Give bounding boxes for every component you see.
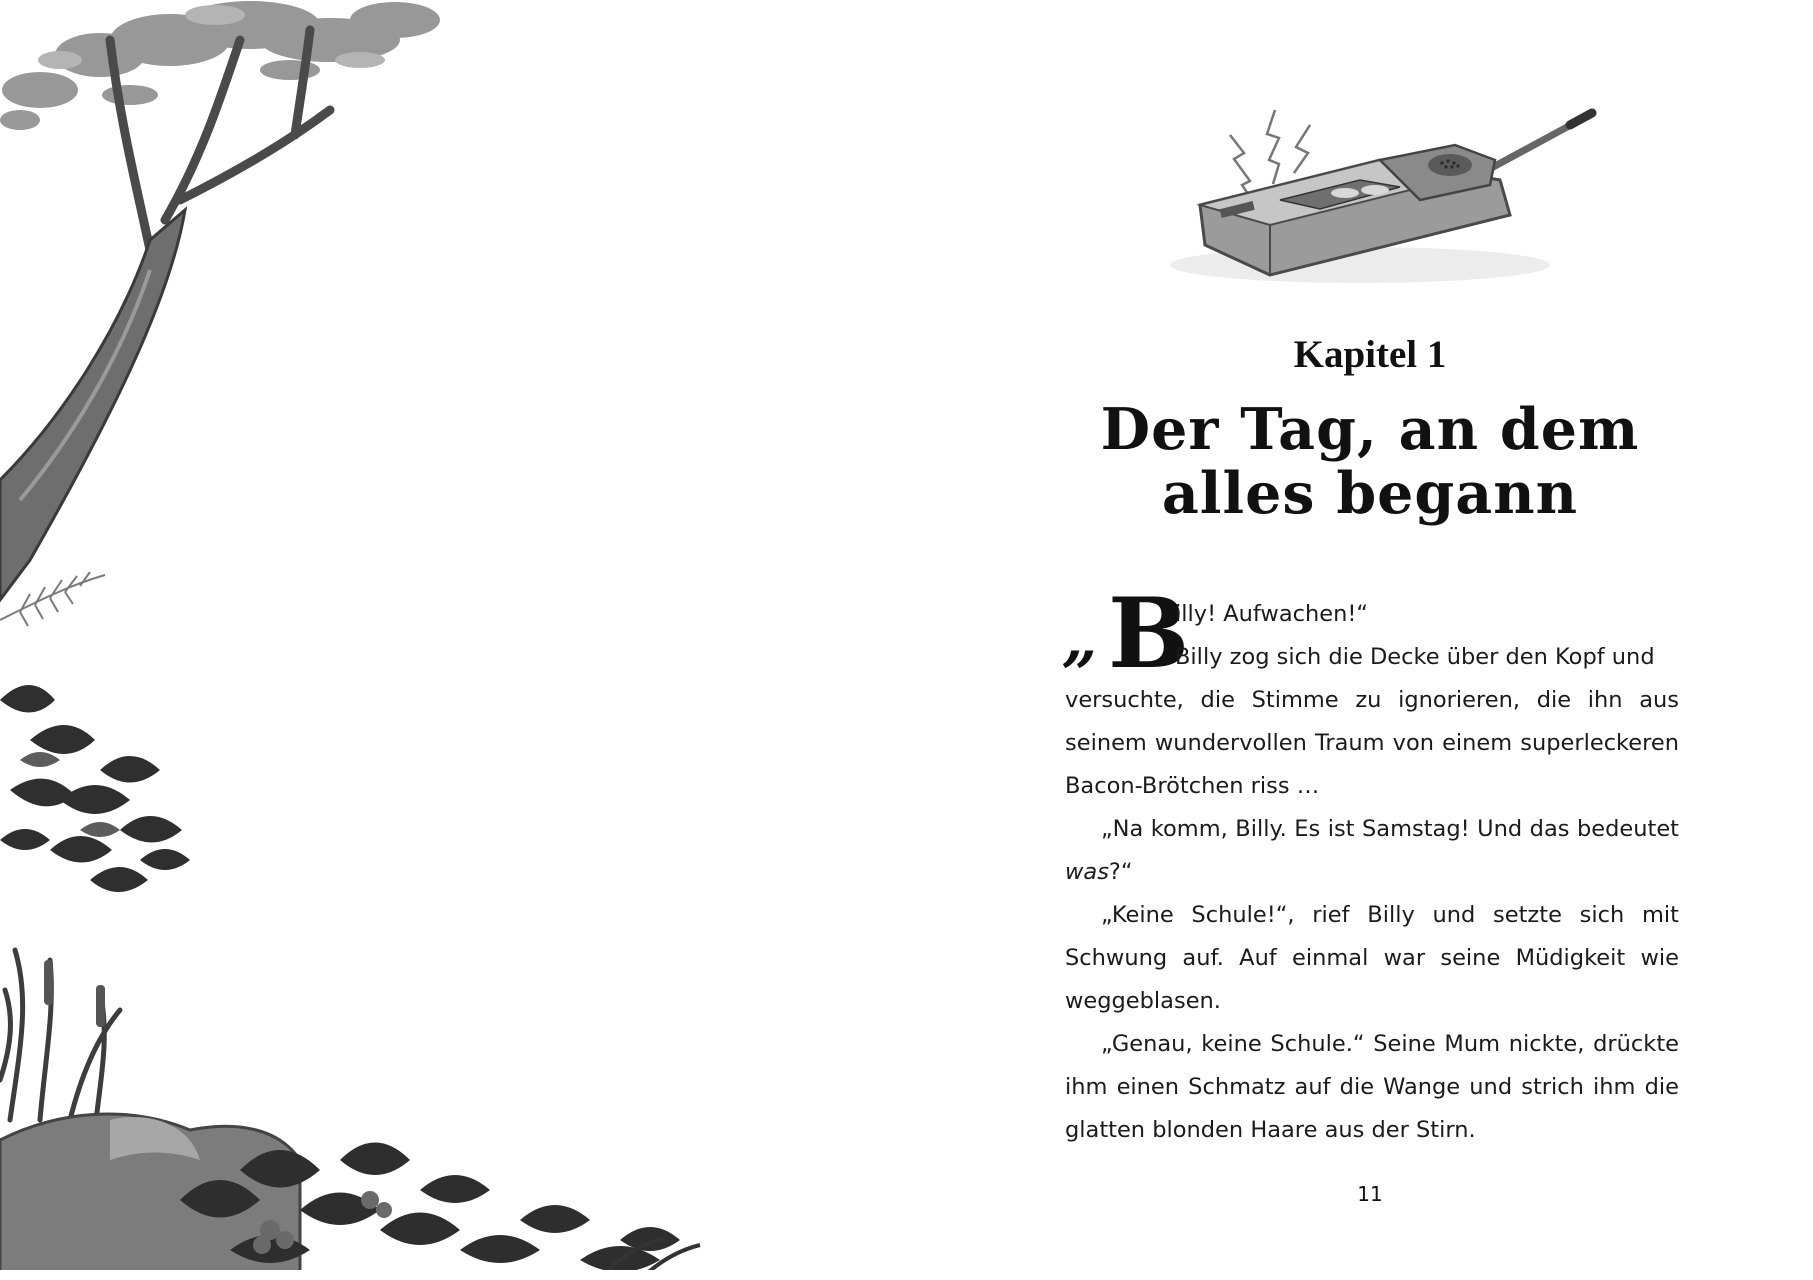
chapter-title-line2: alles begann [1161,460,1579,527]
chapter-label: Kapitel 1 [1293,333,1447,376]
paragraph-2-text-a: „Na komm, Billy. Es ist Samstag! Und das bedeutet [1101,816,1679,842]
page-number: 11 [1357,1182,1383,1206]
drop-cap: B [1108,577,1190,690]
paragraph-3: „Keine Schule!“, rief Billy und setzte sich mit Schwung auf. Auf einmal war seine Müdigkeit wie weggeblasen. [1065,902,1679,1014]
chapter-title [1010,398,1730,526]
paragraph-2 [1065,808,1679,894]
paragraph-line1: illy! Aufwachen!“ [1175,601,1369,627]
chapter-title-line1: Der Tag, an dem [1100,396,1640,463]
tree-and-plants-illustration [0,0,905,1280]
paragraph-1-wrap: Billy zog sich die Decke über den Kopf und [1175,644,1655,670]
opening-quote: „ [1062,602,1098,675]
paragraph-4: „Genau, keine Schule.“ Seine Mum nickte, drückte ihm einen Schmatz auf die Wange und strich ihm die glatten blonden Haare aus der Stirn. [1065,1031,1679,1143]
paragraph-2-text-b: ?“ [1108,859,1133,885]
paragraph-1: versuchte, die Stimme zu ignorieren, die ihn aus seinem wundervollen Traum von einem superleckeren Bacon-Brötchen riss … [1065,687,1679,799]
paragraph-2-emphasis: was [1065,859,1109,885]
left-page [0,0,905,1280]
body-text [1065,593,1679,1152]
walkie-talkie-illustration [1160,105,1600,295]
